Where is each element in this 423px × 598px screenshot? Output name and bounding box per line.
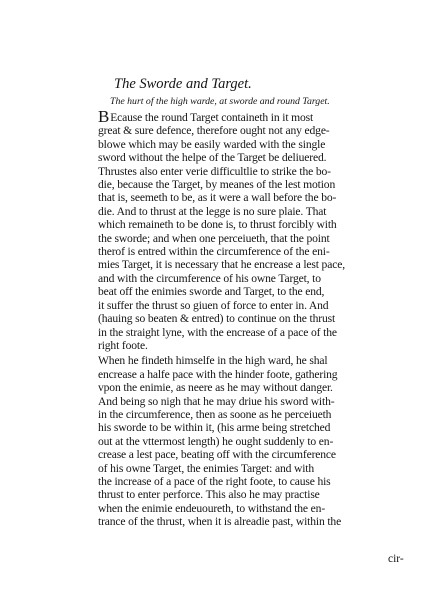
text-line (98, 475, 403, 488)
text-line (98, 395, 403, 408)
text-line (98, 232, 403, 245)
text-line (98, 245, 403, 258)
text-line (98, 218, 403, 231)
text-line (98, 138, 403, 151)
line-text: trance of the thrust, when it is alreadie past, within the (98, 515, 342, 529)
text-line (98, 448, 403, 461)
text-line (98, 408, 403, 421)
line-text: when the enimie endeuoureth, to withstand the en- (98, 501, 326, 515)
line-text: crease a lest pace, beating off with the circumference (98, 448, 336, 462)
line-text: blowe which may be easily warded with the single (98, 137, 326, 151)
text-line (98, 178, 403, 191)
line-text: right foote. (98, 338, 148, 352)
line-text: beat off the enimies sworde and Target, to the end, (98, 285, 325, 299)
line-text: And being so nigh that he may driue his sword with- (98, 394, 335, 408)
line-text: and with the circumference of his owne Target, to (98, 271, 321, 285)
text-line (98, 191, 403, 204)
text-line (98, 354, 403, 367)
text-line (98, 285, 403, 298)
line-text: out at the vttermost length) he ought suddenly to en- (98, 434, 334, 448)
body-text (98, 107, 403, 529)
line-text: Ecause the round Target containeth in it most (110, 111, 314, 124)
line-text: When he findeth himselfe in the high ward, he shal (98, 354, 328, 368)
line-text: sword without the helpe of the Target be deliuered. (98, 151, 327, 165)
text-line (98, 258, 403, 271)
line-text: his sworde to be within it, (his arme being stretched (98, 421, 331, 435)
text-line (98, 381, 403, 394)
text-line (98, 205, 403, 218)
text-line (98, 151, 403, 164)
line-text: therof is entred within the circumference of the eni- (98, 245, 330, 259)
text-line (98, 124, 403, 137)
text-line (98, 368, 403, 381)
catchword: cir- (388, 553, 404, 565)
line-text: Thrustes also enter verie difficultlie to strike the bo- (98, 164, 331, 178)
drop-cap: B (98, 107, 110, 126)
text-line (98, 107, 403, 126)
line-text: die. And to thrust at the legge is no sure plaie. That (98, 204, 327, 218)
line-text: in the circumference, then as soone as he perceiueth (98, 407, 332, 421)
line-text: thrust to enter perforce. This also he may practise (98, 488, 320, 502)
line-text: that is, seemeth to be, as it were a wall before the bo- (98, 191, 337, 205)
text-line (98, 421, 403, 434)
text-line (98, 435, 403, 448)
text-line (98, 515, 403, 528)
line-text: the increase of a pace of the right foote, to cause his (98, 474, 331, 488)
text-line (98, 326, 403, 339)
line-text: mies Target, it is necessary that he encrease a lest pace, (98, 258, 345, 272)
line-text: it suffer the thrust so giuen of force to enter in. And (98, 298, 329, 312)
text-line (98, 339, 403, 352)
line-text: (hauing so beaten & entred) to continue on the thrust (98, 312, 336, 326)
line-text: of his owne Target, the enimies Target: and with (98, 461, 315, 475)
section-subheading: The hurt of the high warde, at sworde and round Target. (110, 96, 330, 107)
line-text: encrease a halfe pace with the hinder foote, gathering (98, 367, 338, 381)
text-line (98, 312, 403, 325)
text-line (98, 272, 403, 285)
line-text: the sworde; and when one perceiueth, that the point (98, 231, 330, 245)
text-line (98, 299, 403, 312)
section-heading: The Sworde and Target. (114, 76, 252, 92)
text-line (98, 165, 403, 178)
line-text: which remaineth to be done is, to thrust forcibly with (98, 218, 337, 232)
text-line (98, 462, 403, 475)
line-text: in the straight lyne, with the encrease of a pace of the (98, 325, 337, 339)
line-text: vpon the enimie, as neere as he may without danger. (98, 381, 333, 395)
text-line (98, 488, 403, 501)
line-text: die, because the Target, by meanes of the lest motion (98, 178, 336, 192)
line-text: great & sure defence, therefore ought not any edge- (98, 124, 330, 138)
text-line (98, 502, 403, 515)
